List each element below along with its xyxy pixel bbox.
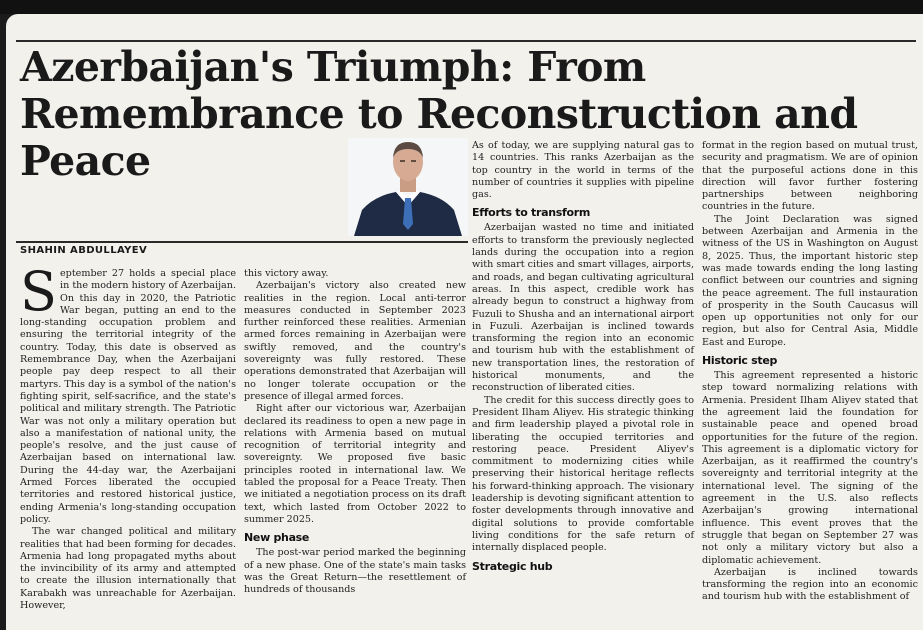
subhead-efforts-to-transform: Efforts to transform (472, 206, 591, 220)
subhead-historic-step: Historic step (702, 354, 778, 368)
column-2 (244, 268, 466, 596)
paragraph-4: Azerbaijan's victory also created new realities in the region. Local anti-terror measures conducted in September 2023 further reinforced these realities. Armenian armed forces remaining in Azerbaijan were swiftly removed, and the country's sovereignty was fully restored. These operations demonstrated that Azerbaijan will no longer tolerate occupation or the presence of illegal armed forces. (244, 280, 466, 402)
top-rule (16, 40, 916, 42)
paragraph-10: format in the region based on mutual trust, security and pragmatism. We are of opinion that the purposeful actions done in this direction will favor further fostering partnerships between neighboring countries in the future. (702, 140, 918, 213)
paragraph-12: This agreement represented a historic step toward normalizing relations with Armenia. President Ilham Aliyev stated that the agreement laid the foundation for sustainable peace and opened broad opportunities for the future of the region. This agreement is a diplomatic victory for Azerbaijan, as it reaffirmed the country's sovereignty and territorial integrity at the international level. The signing of the agreement in the U.S. also reflects Azerbaijan's growing international influence. This event proves that the struggle that began on September 27 was not only a military victory but also a diplomatic achievement. (702, 370, 918, 566)
paragraph-5: Right after our victorious war, Azerbaijan declared its readiness to open a new page in relations with Armenia based on mutual recognition of territorial integrity and sovereignty. We proposed five basic principles rooted in international law. We tabled the proposal for a Peace Treaty. Then we initiated a negotiation process on its draft text, which lasted from October 2022 to summer 2025. (244, 403, 466, 525)
paragraph-9: The credit for this success directly goes to President Ilham Aliyev. His strategic thinking and firm leadership played a pivotal role in liberating the occupied territories and restoring peace. President Aliyev's commitment to modernizing cities while preserving their historical heritage reflects his forward-thinking approach. The visionary leadership is devoting significant attention to foster developments through innovative and digital solutions to provide comfortable living conditions for the safe return of internally displaced people. (472, 394, 694, 554)
paragraph-1: September 27 holds a special place in the modern history of Azerbaijan. On this day in 2020, the Patriotic War began, putting an end to the long-standing occupation problem and ensuring the territorial integrity of the country. Today, this date is observed as Remembrance Day, when the Azerbaijani people pay deep respect to all their martyrs. This day is a symbol of the nation's fighting spirit, self-sacrifice, and the state's political and military strength. The Patriotic War was not only a military operation but also a manifestation of national unity, the people's resolve, and the just cause of Azerbaijan based on international law. During the 44-day war, the Azerbaijani Armed Forces liberated the occupied territories and restored historical justice, ending Armenia's long-standing occupation policy. (20, 260, 236, 525)
column-4 (702, 140, 918, 604)
paragraph-11: The Joint Declaration was signed between Azerbaijan and Armenia in the witness of the US in Washington on August 8, 2025. Thus, the important historic step was made towards ending the long lasting conflict between our countries and signing the peace agreement. The full instauration of prosperity in the South Caucasus will open up opportunities not only for our region, but also for Central Asia, Middle East and Europe. (702, 213, 918, 348)
subhead-strategic-hub: Strategic hub (472, 559, 553, 573)
paragraph-2: The war changed political and military realities that had been forming for decades. Armenia had long propagated myths about the invincibility of its army and attempted to create the illusion internationally that Karabakh was unreachable for Azerbaijan. However, (20, 526, 236, 612)
paragraph-3: this victory away. (244, 268, 329, 279)
author-photo (348, 138, 468, 236)
byline-rule (16, 241, 468, 243)
column-1 (20, 260, 236, 612)
column-3 (472, 140, 694, 576)
scanner-top-edge (0, 0, 923, 14)
byline: SHAHIN ABDULLAYEV (20, 245, 148, 256)
newspaper-page (6, 14, 923, 630)
subhead-new-phase: New phase (244, 531, 310, 545)
drop-cap: S (20, 260, 57, 323)
paragraph-6: The post-war period marked the beginning of a new phase. One of the state's main tasks was the Great Return—the resettlement of hundreds of thousands (244, 547, 466, 596)
paragraph-7: As of today, we are supplying natural gas to 14 countries. This ranks Azerbaijan as the top country in the world in terms of the number of countries it supplies with pipeline gas. (472, 140, 694, 201)
headline: Azerbaijan's Triumph: From Remembrance to Reconstruction and Peace (20, 43, 858, 185)
paragraph-8: Azerbaijan wasted no time and initiated efforts to transform the previously neglected lands during the occupation into a region with smart cities and smart villages, airports, and roads, and began cultivating agricultural areas. In this aspect, credible work has already begun to construct a highway from Fuzuli to Shusha and an international airport in Fuzuli. Azerbaijan is inclined towards transforming the region into an economic and tourism hub with the establishment of new transportation lines, the restoration of historical monuments, and the reconstruction of liberated cities. (472, 222, 694, 394)
paragraph-13: Azerbaijan is inclined towards transforming the region into an economic and tourism hub with the establishment of (702, 566, 918, 603)
author-portrait-image (348, 138, 468, 236)
